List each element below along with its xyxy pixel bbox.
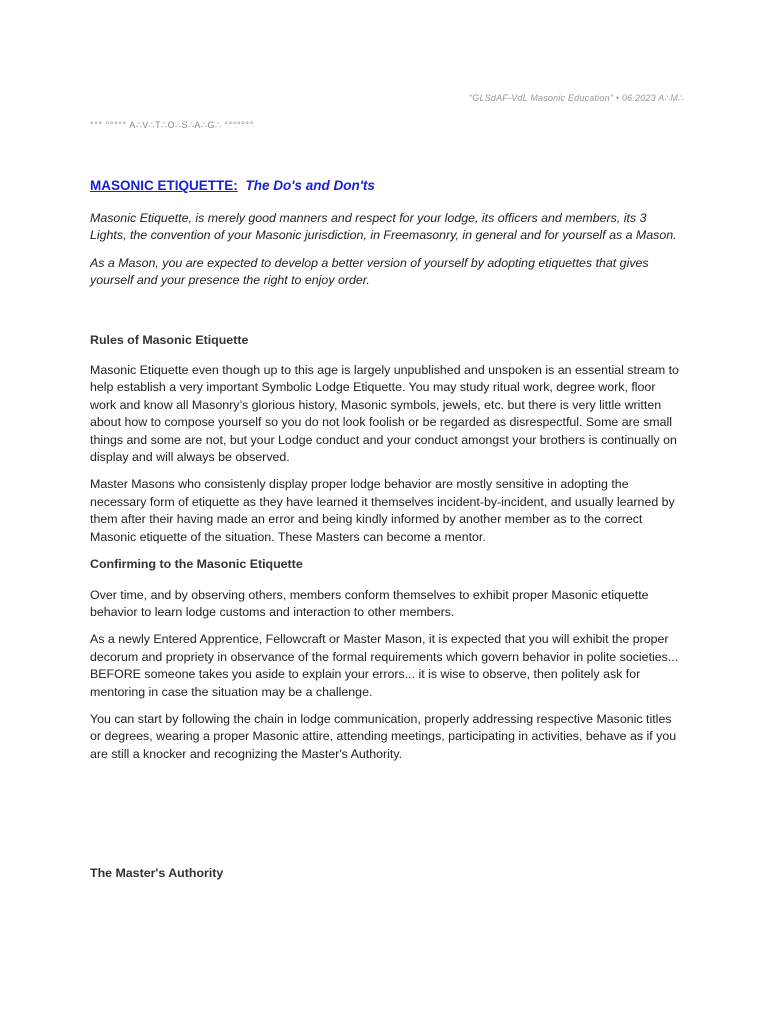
header-mark: °°° °°°°° A∴V∴T∴O∴S∴A∴G∴ °°°°°°°: [90, 120, 254, 130]
title-main: MASONIC ETIQUETTE:: [90, 178, 238, 193]
header-note: "GLSdAF-VdL Masonic Education" • 06.2023 A∴M∴: [468, 93, 684, 103]
intro-paragraph-1: Masonic Etiquette, is merely good manners and respect for your lodge, its officers and members, its 3 Lights, the convention of your Masonic jurisdiction, in Freemasonry, in general and for yourself as a Mason.: [90, 211, 677, 243]
intro-paragraph-2: As a Mason, you are expected to develop a better version of yourself by adopting etiquettes that gives yourself and your presence the right to enjoy order.: [90, 255, 649, 288]
section-heading-masters-authority: The Master's Authority: [90, 866, 224, 881]
document-body: [90, 176, 680, 896]
confirming-paragraph-2: As a newly Entered Apprentice, Fellowcraft or Master Mason, it is expected that you will exhibit the proper decorum and propriety in observance of the formal requirements which govern behavior in polite societies... BEFORE someone takes you aside to explain your errors... it is wise to observe, then politely ask for mentoring in case the situation may be a challenge.: [90, 632, 679, 699]
confirming-paragraph-1: Over time, and by observing others, members conform themselves to exhibit proper Masonic etiquette behavior to learn lodge customs and interaction to other members.: [90, 587, 649, 619]
section-heading-rules: Rules of Masonic Etiquette: [90, 332, 249, 347]
confirming-paragraph-3: You can start by following the chain in lodge communication, properly addressing respective Masonic titles or degrees, wearing a proper Masonic attire, attending meetings, participating in activities, behave as if you are still a knocker and recognizing the Master's Authority.: [90, 711, 677, 761]
title-subtitle: The Do's and Don'ts: [245, 178, 375, 193]
rules-paragraph-1: Masonic Etiquette even though up to this age is largely unpublished and unspoken is an essential stream to help establish a very important Symbolic Lodge Etiquette. You may study ritual work, degree work, floor work and know all Masonry’s glorious history, Masonic symbols, jewels, etc. but there is very little written about how to compose yourself so you do not look foolish or be regarded as disrespectful. Some are small things and some are not, but your Lodge conduct and your conduct amongst your brothers is continually on display and will always be observed.: [90, 363, 679, 465]
rules-paragraph-2: Master Masons who consistenly display proper lodge behavior are mostly sensitive in adopting the necessary form of etiquette as they have learned it themselves incident-by-incident, and usually learned by them after their having made an error and being kindly informed by another member as to the correct Masonic etiquette of the situation. These Masters can become a mentor.: [90, 477, 675, 544]
document-title: [90, 176, 680, 196]
section-heading-confirming: Confirming to the Masonic Etiquette: [90, 557, 303, 572]
